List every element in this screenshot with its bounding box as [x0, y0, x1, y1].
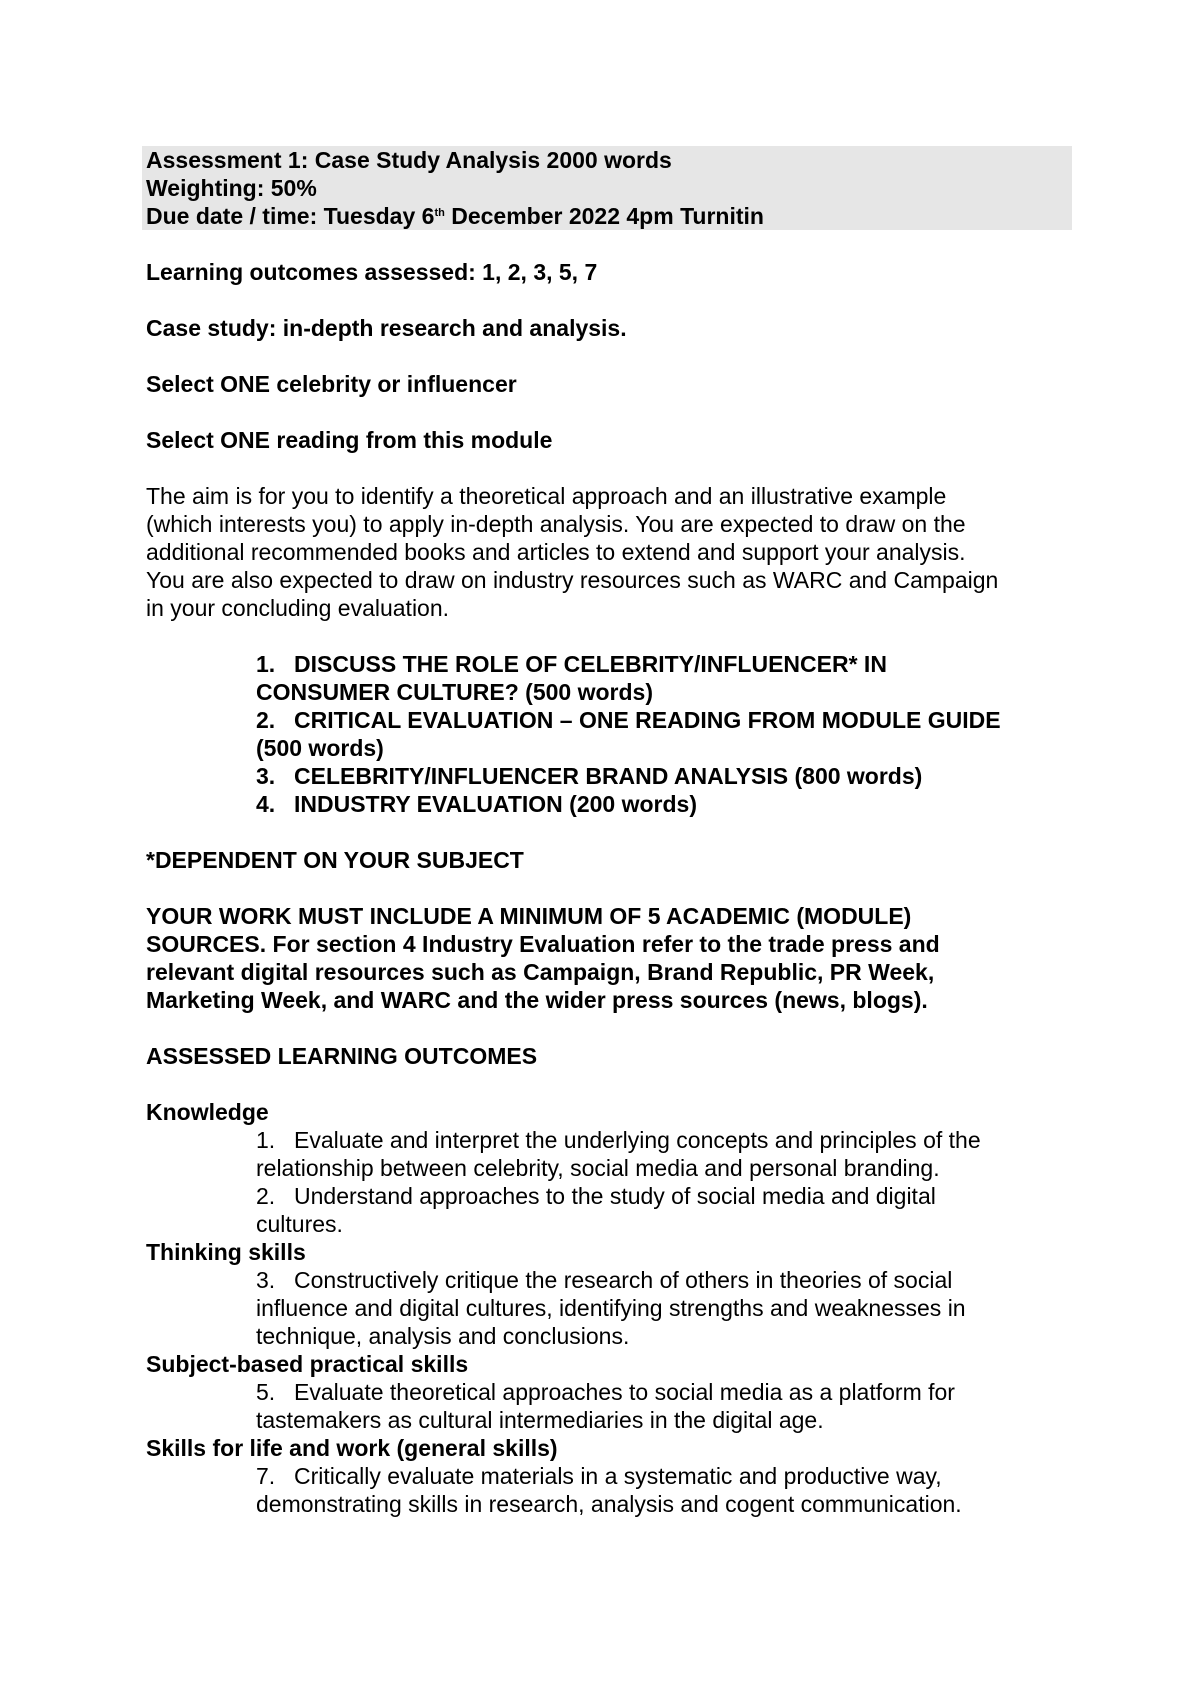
outcome-item: 7. Critically evaluate materials in a systematic and productive way, [256, 1463, 942, 1489]
task-item: 4. INDUSTRY EVALUATION (200 words) [256, 791, 697, 817]
outcomes-heading: ASSESSED LEARNING OUTCOMES [146, 1043, 538, 1069]
task-list [256, 650, 1076, 818]
outcome-item: 3. Constructively critique the research of others in theories of social [256, 1267, 953, 1293]
task-item: 1. DISCUSS THE ROLE OF CELEBRITY/INFLUENCER* IN [256, 651, 887, 677]
outcome-group-heading: Skills for life and work (general skills) [146, 1435, 558, 1461]
outcome-groups: Knowledge 1. Evaluate and interpret the underlying concepts and principles of the relationship between celebrity, social media and personal branding. 2. Understand approaches to the study of social media and digital cultures. Thinking skills 3. Constructively critique the research of others in theories of social influence and digital cultures, identifying strengths and weaknesses in technique, analysis and conclusions. Subject-based practical skills 5. Evaluate theoretical approaches to social media as a platform for tastemakers as cultural intermediaries in the digital age. Skills for life and work (general skills) 7. Critically evaluate materials in a systematic and productive way, demonstrating skills in research, analysis and cogent communication. [146, 1098, 1106, 1518]
task-item-cont: CONSUMER CULTURE? (500 words) [256, 679, 653, 705]
weighting: Weighting: 50% [146, 175, 317, 201]
select-celebrity-line: Select ONE celebrity or influencer [146, 371, 517, 397]
task-item: 2. CRITICAL EVALUATION – ONE READING FROM MODULE GUIDE [256, 707, 1001, 733]
task-item-cont: (500 words) [256, 735, 384, 761]
dependent-note: *DEPENDENT ON YOUR SUBJECT [146, 847, 524, 873]
assessment-header [142, 146, 1072, 230]
select-reading-line: Select ONE reading from this module [146, 427, 553, 453]
aim-paragraph: The aim is for you to identify a theoretical approach and an illustrative example (which interests you) to apply in-depth analysis. You are expected to draw on the additional recommended books and articles to extend and support your analysis. You are also expected to draw on industry resources such as WARC and Campaign in your concluding evaluation. [146, 483, 999, 621]
task-item: 3. CELEBRITY/INFLUENCER BRAND ANALYSIS (800 words) [256, 763, 923, 789]
outcome-group-heading: Thinking skills [146, 1239, 306, 1265]
sources-paragraph: YOUR WORK MUST INCLUDE A MINIMUM OF 5 ACADEMIC (MODULE) SOURCES. For section 4 Industry Evaluation refer to the trade press and relevant digital resources such as Campaign, Brand Republic, PR Week, Marketing Week, and WARC and the wider press sources (news, blogs). [146, 903, 940, 1013]
due-date: Due date / time: Tuesday 6th December 2022 4pm Turnitin [146, 203, 764, 229]
learning-outcomes-assessed: Learning outcomes assessed: 1, 2, 3, 5, 7 [146, 259, 598, 285]
outcome-item: 5. Evaluate theoretical approaches to social media as a platform for [256, 1379, 955, 1405]
assessment-title: Assessment 1: Case Study Analysis 2000 words [146, 147, 672, 173]
case-study-line: Case study: in-depth research and analysis. [146, 315, 627, 341]
outcome-item: 2. Understand approaches to the study of social media and digital [256, 1183, 936, 1209]
outcome-group-heading: Subject-based practical skills [146, 1351, 469, 1377]
outcome-group-heading: Knowledge [146, 1099, 269, 1125]
outcome-item: 1. Evaluate and interpret the underlying concepts and principles of the [256, 1127, 981, 1153]
